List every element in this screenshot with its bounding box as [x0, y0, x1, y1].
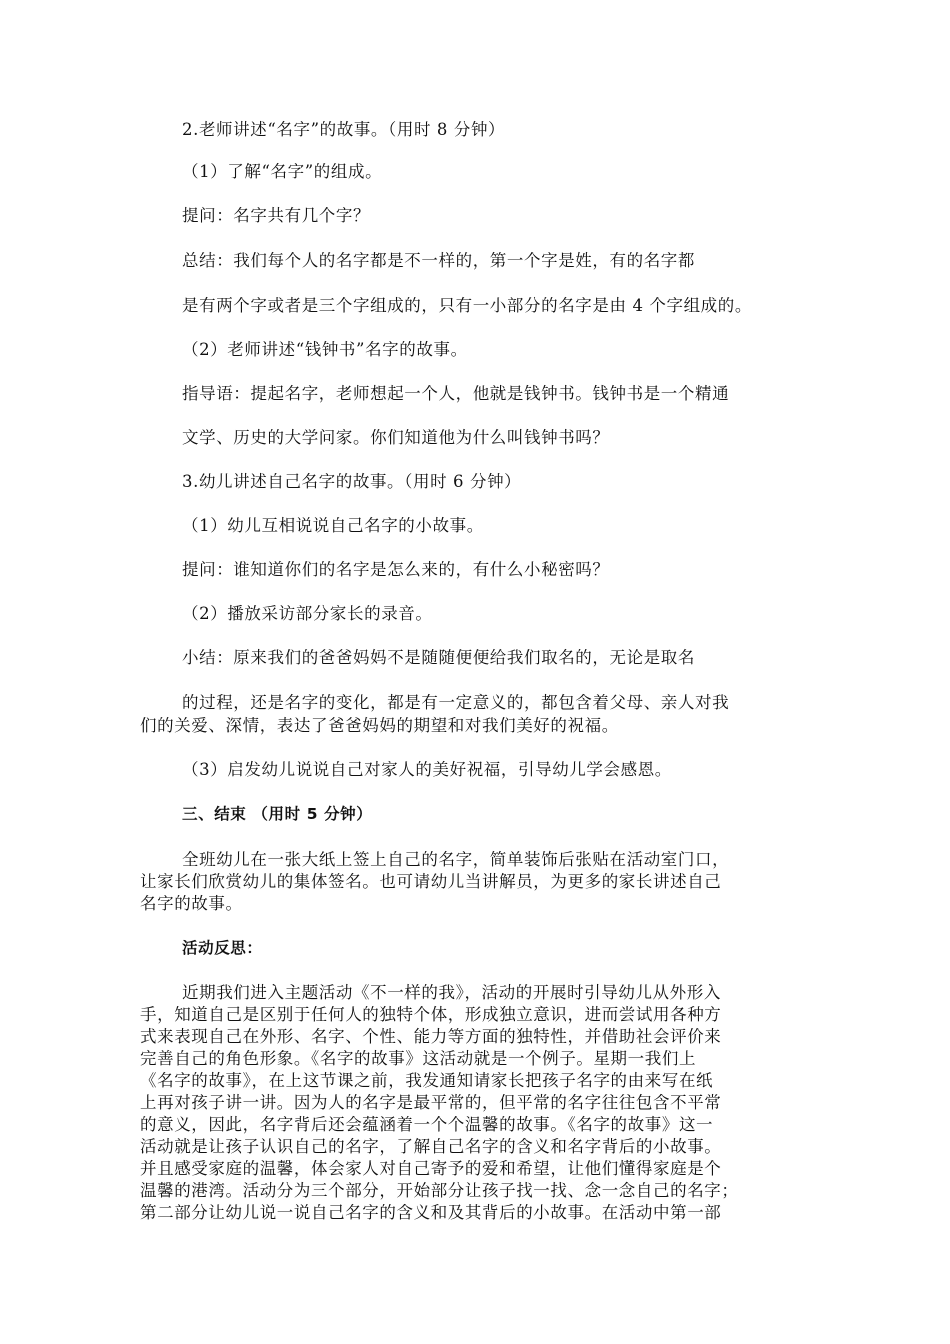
step-3-3: （3）启发幼儿说说自己对家人的美好祝福，引导幼儿学会感恩。 — [182, 760, 672, 779]
reflection-line-11: 第二部分让幼儿说一说自己名字的含义和及其背后的小故事。在活动中第一部 — [140, 1203, 722, 1222]
section-2-title: 2.老师讲述“名字”的故事。（用时 8 分钟） — [182, 120, 506, 139]
end-line-3: 名字的故事。 — [140, 894, 243, 913]
reflection-line-4: 完善自己的角色形象。《名字的故事》这活动就是一个例子。星期一我们上 — [140, 1049, 697, 1068]
question-3: 提问：谁知道你们的名字是怎么来的，有什么小秘密吗？ — [182, 560, 610, 579]
summary-3-line-2: 的过程，还是名字的变化，都是有一定意义的，都包含着父母、亲人对我 — [182, 693, 730, 712]
summary-3-line-3: 们的关爱、深情，表达了爸爸妈妈的期望和对我们美好的祝福。 — [140, 716, 619, 735]
guide-line-2: 文学、历史的大学问家。你们知道他为什么叫钱钟书吗？ — [182, 428, 610, 447]
reflection-heading: 活动反思： — [182, 939, 263, 957]
guide-line-1: 指导语：提起名字，老师想起一个人，他就是钱钟书。钱钟书是一个精通 — [182, 384, 730, 403]
section-end-heading: 三、结束 （用时 5 分钟） — [182, 805, 373, 823]
reflection-line-7: 的意义，因此，名字背后还会蕴涵着一个个温馨的故事。《名字的故事》这一 — [140, 1115, 714, 1134]
reflection-line-3: 式来表现自己在外形、名字、个性、能力等方面的独特性，并借助社会评价来 — [140, 1027, 722, 1046]
step-3-2: （2）播放采访部分家长的录音。 — [182, 604, 433, 623]
reflection-line-6: 上再对孩子讲一讲。因为人的名字是最平常的，但平常的名字往往包含不平常 — [140, 1093, 722, 1112]
summary-2-line-1: 总结：我们每个人的名字都是不一样的，第一个字是姓，有的名字都 — [182, 251, 695, 270]
question-2: 提问：名字共有几个字？ — [182, 206, 371, 225]
reflection-line-8: 活动就是让孩子认识自己的名字，了解自己名字的含义和名字背后的小故事。 — [140, 1137, 722, 1156]
step-2-2: （2）老师讲述“钱钟书”名字的故事。 — [182, 340, 468, 359]
step-2-1: （1）了解“名字”的组成。 — [182, 162, 383, 181]
summary-3-line-1: 小结：原来我们的爸爸妈妈不是随随便便给我们取名的，无论是取名 — [182, 648, 695, 667]
end-line-2: 让家长们欣赏幼儿的集体签名。也可请幼儿当讲解员，为更多的家长讲述自己 — [140, 872, 722, 891]
end-line-1: 全班幼儿在一张大纸上签上自己的名字，简单装饰后张贴在活动室门口， — [182, 850, 730, 869]
reflection-line-5: 《名字的故事》，在上这节课之前，我发通知请家长把孩子名字的由来写在纸 — [140, 1071, 714, 1090]
reflection-line-2: 手，知道自己是区别于任何人的独特个体，形成独立意识，进而尝试用各种方 — [140, 1005, 722, 1024]
step-3-1: （1）幼儿互相说说自己名字的小故事。 — [182, 516, 484, 535]
section-3-title: 3.幼儿讲述自己名字的故事。（用时 6 分钟） — [182, 472, 522, 491]
summary-2-line-2: 是有两个字或者是三个字组成的，只有一小部分的名字是由 4 个字组成的。 — [182, 296, 752, 315]
reflection-line-9: 并且感受家庭的温馨，体会家人对自己寄予的爱和希望，让他们懂得家庭是个 — [140, 1159, 722, 1178]
reflection-line-10: 温馨的港湾。活动分为三个部分，开始部分让孩子找一找、念一念自己的名字； — [140, 1181, 739, 1200]
reflection-line-1: 近期我们进入主题活动《不一样的我》，活动的开展时引导幼儿从外形入 — [182, 983, 721, 1002]
